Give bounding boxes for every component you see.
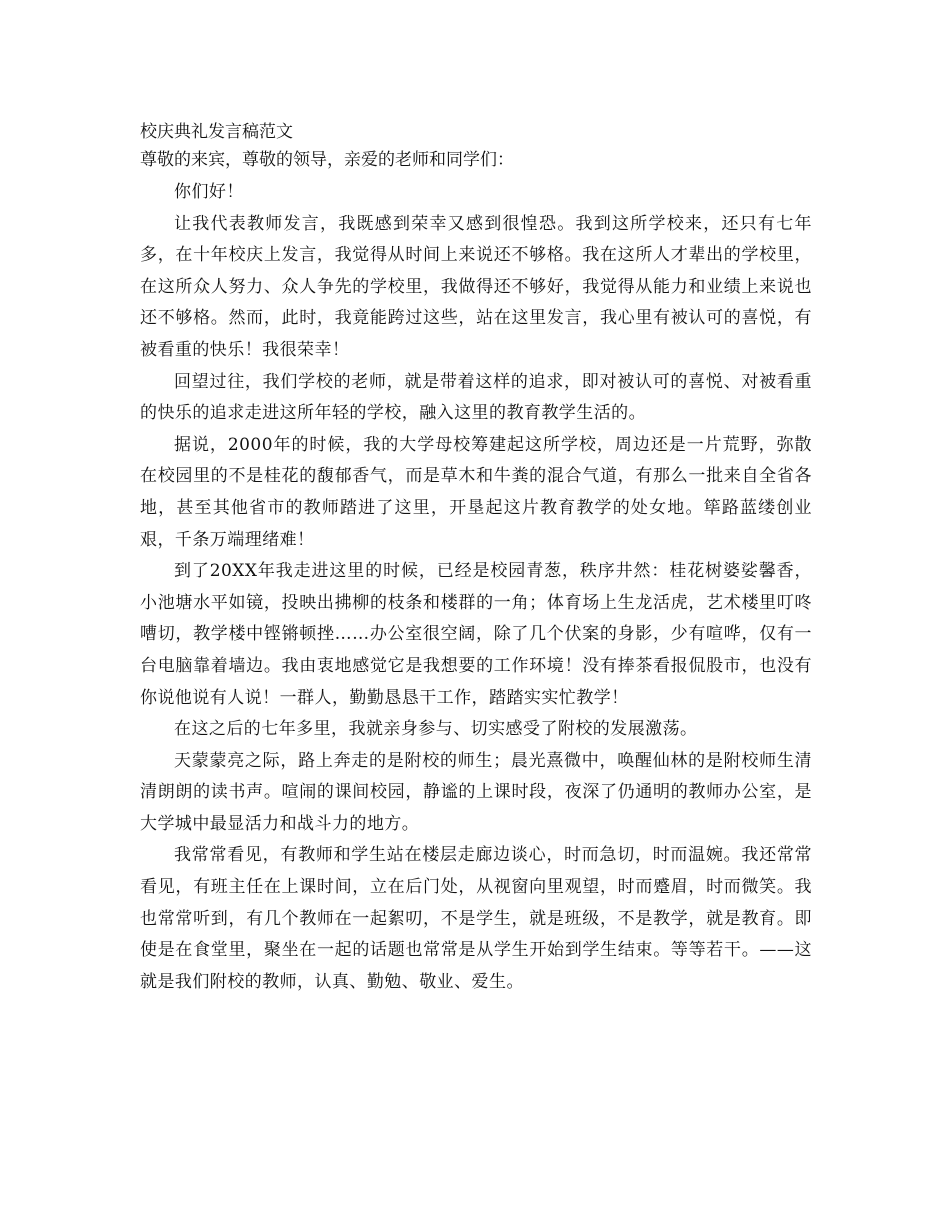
paragraph-2: 回望过往，我们学校的老师，就是带着这样的追求，即对被认可的喜悦、对被看重的快乐的追求走进这所年轻的学校，融入这里的教育教学生活的。: [140, 371, 812, 424]
document-title: 校庆典礼发言稿范文: [140, 122, 293, 142]
paragraph-1: 让我代表教师发言，我既感到荣幸又感到很惶恐。我到这所学校来，还只有七年多，在十年校庆上发言，我觉得从时间上来说还不够格。我在这所人才辈出的学校里，在这所众人努力、众人争先的学校里，我做得还不够好，我觉得从能力和业绩上来说也还不够格。然而，此时，我竟能跨过这些，站在这里发言，我心里有被认可的喜悦，有被看重的快乐！我很荣幸！: [140, 213, 812, 360]
paragraph-6: 天蒙蒙亮之际，路上奔走的是附校的师生；晨光熹微中，唤醒仙林的是附校师生清清朗朗的读书声。喧闹的课间校园，静谧的上课时段，夜深了仍通明的教师办公室，是大学城中最显活力和战斗力的地方。: [140, 750, 812, 834]
paragraph-7: 我常常看见，有教师和学生站在楼层走廊边谈心，时而急切，时而温婉。我还常常看见，有班主任在上课时间，立在后门处，从视窗向里观望，时而蹙眉，时而微笑。我也常常听到，有几个教师在一起絮叨，不是学生，就是班级，不是教学，就是教育。即使是在食堂里，聚坐在一起的话题也常常是从学生开始到学生结束。等等若干。——这就是我们附校的教师，认真、勤勉、敬业、爱生。: [140, 845, 812, 992]
paragraph-4: 到了20XX年我走进这里的时候，已经是校园青葱，秩序井然：桂花树婆娑馨香，小池塘水平如镜，投映出拂柳的枝条和楼群的一角；体育场上生龙活虎，艺术楼里叮咚嘈切，教学楼中铿锵顿挫……办公室很空阔，除了几个伏案的身影，少有喧哗，仅有一台电脑靠着墙边。我由衷地感觉它是我想要的工作环境！没有捧茶看报侃股市，也没有你说他说有人说！一群人，勤勤恳恳干工作，踏踏实实忙教学！: [140, 561, 812, 708]
salutation: 尊敬的来宾，尊敬的领导，亲爱的老师和同学们：: [140, 150, 514, 170]
paragraph-5: 在这之后的七年多里，我就亲身参与、切实感受了附校的发展激荡。: [174, 719, 698, 740]
paragraph-3: 据说，2000年的时候，我的大学母校筹建起这所学校，周边还是一片荒野，弥散在校园里的不是桂花的馥郁香气，而是草木和牛粪的混合气道，有那么一批来自全省各地，甚至其他省市的教师踏进了这里，开垦起这片教育教学的处女地。筚路蓝缕创业艰，千条万端理绪难！: [140, 434, 812, 550]
paragraph-greeting: 你们好！: [174, 182, 244, 202]
document-page: [140, 118, 812, 998]
